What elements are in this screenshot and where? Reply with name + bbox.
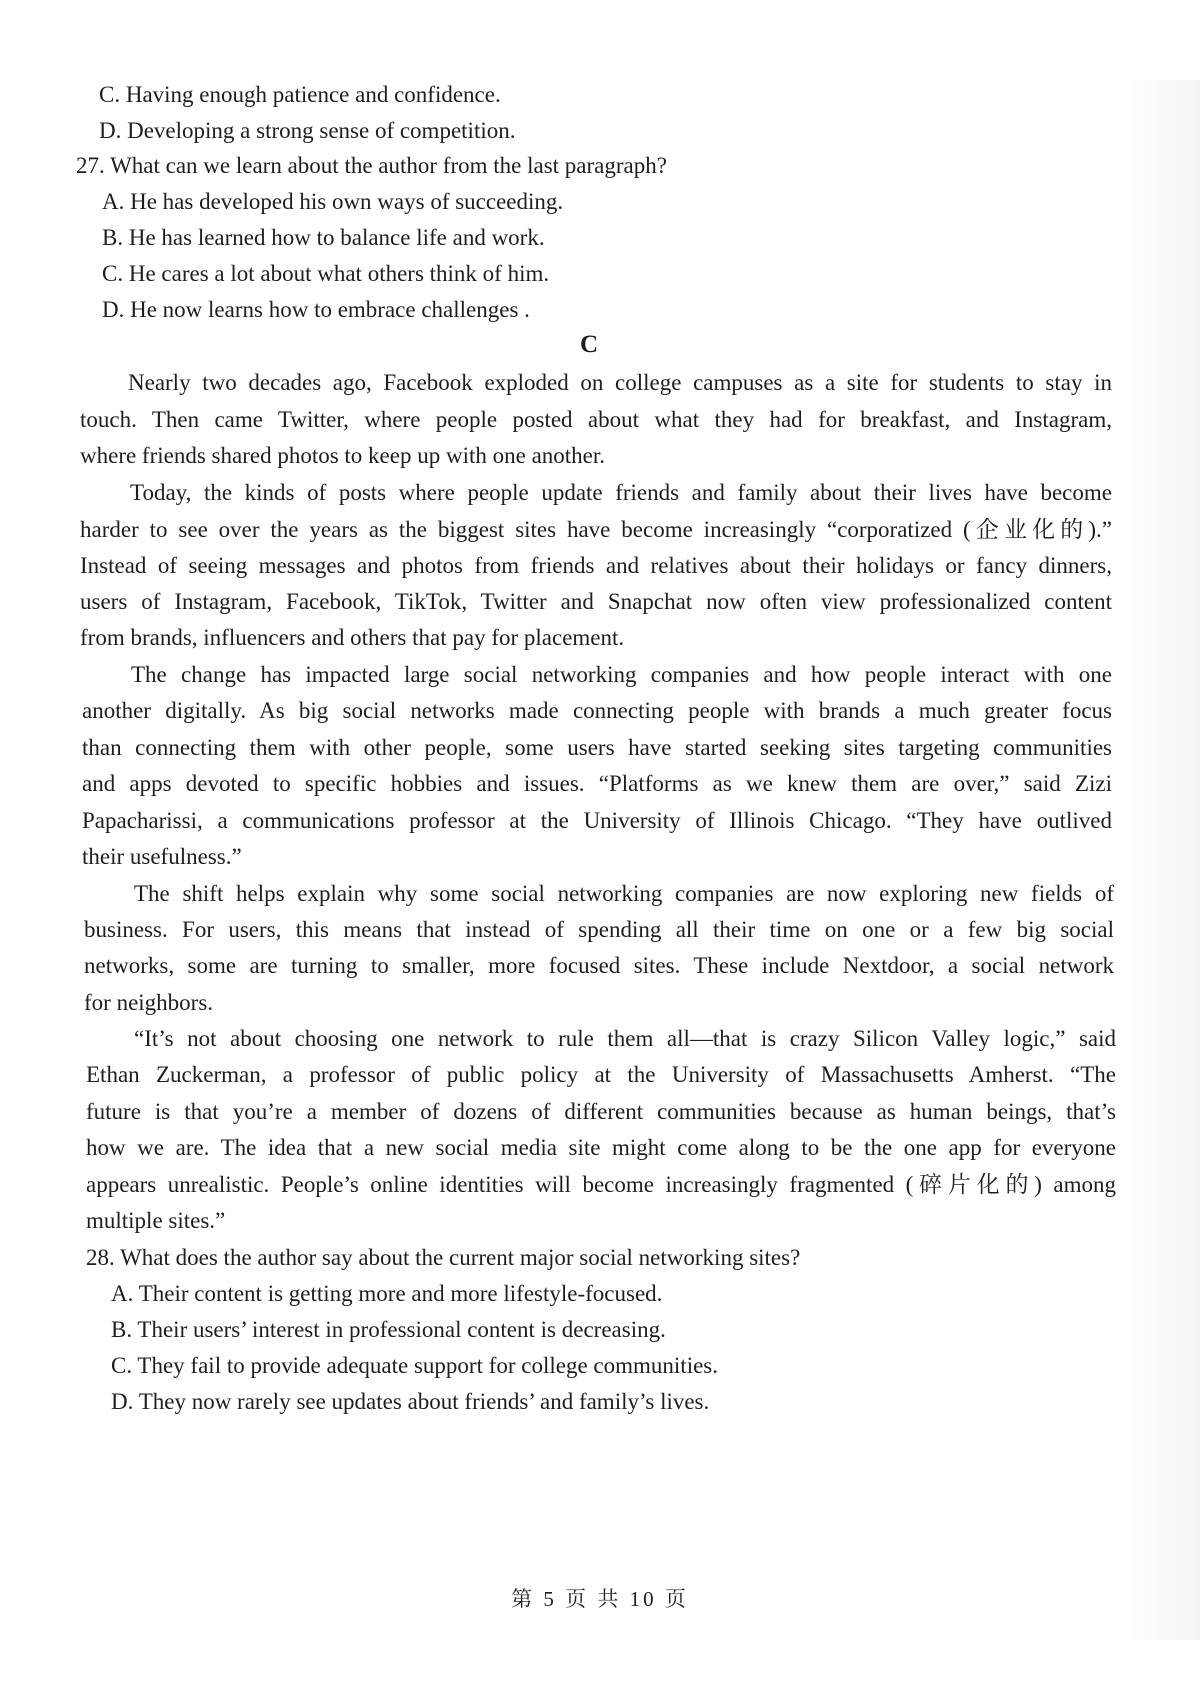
q26-option-c: C. Having enough patience and confidence. (99, 82, 501, 107)
passage-line: The shift helps explain why some social networking companies are now exploring new fields of (134, 881, 1114, 906)
passage-line: networks, some are turning to smaller, more focused sites. These include Nextdoor, a social network (84, 953, 1114, 978)
passage-line: harder to see over the years as the biggest sites have become increasingly “corporatized (企业化的).” (80, 517, 1112, 542)
q26-option-d: D. Developing a strong sense of competition. (99, 118, 516, 143)
q27-option-a: A. He has developed his own ways of succeeding. (102, 189, 564, 214)
passage-line: and apps devoted to specific hobbies and issues. “Platforms as we knew them are over,” said Zizi (82, 771, 1112, 796)
scan-shade (1130, 80, 1200, 1640)
q27-option-c: C. He cares a lot about what others think of him. (102, 261, 550, 286)
passage-line: how we are. The idea that a new social media site might come along to be the one app for everyone (86, 1135, 1116, 1160)
section-heading: C (580, 331, 599, 358)
passage-line: Papacharissi, a communications professor at the University of Illinois Chicago. “They have outlived (82, 808, 1112, 833)
passage-line: Ethan Zuckerman, a professor of public policy at the University of Massachusetts Amherst. “The (86, 1062, 1116, 1087)
q28-stem: 28. What does the author say about the current major social networking sites? (86, 1245, 801, 1270)
passage-line: where friends shared photos to keep up with one another. (80, 443, 606, 468)
passage-line: business. For users, this means that instead of spending all their time on one or a few big social (84, 917, 1114, 942)
passage-line: The change has impacted large social networking companies and how people interact with one (131, 662, 1112, 687)
passage-line: than connecting them with other people, some users have started seeking sites targeting communities (82, 735, 1112, 760)
q28-option-c: C. They fail to provide adequate support for college communities. (111, 1353, 718, 1378)
passage-line: from brands, influencers and others that pay for placement. (80, 625, 625, 650)
q28-option-d: D. They now rarely see updates about friends’ and family’s lives. (111, 1389, 710, 1414)
q27-stem: 27. What can we learn about the author from the last paragraph? (76, 153, 667, 178)
passage-line: future is that you’re a member of dozens of different communities because as human beings, that’s (86, 1099, 1116, 1124)
passage-line: touch. Then came Twitter, where people posted about what they had for breakfast, and Instagram, (80, 407, 1112, 432)
passage-line: “It’s not about choosing one network to rule them all—that is crazy Silicon Valley logic,” said (134, 1026, 1116, 1051)
q27-option-b: B. He has learned how to balance life and work. (102, 225, 545, 250)
passage-line: users of Instagram, Facebook, TikTok, Twitter and Snapchat now often view professionalized content (80, 589, 1112, 614)
passage-line: appears unrealistic. People’s online identities will become increasingly fragmented (碎片化的) among (86, 1172, 1116, 1197)
q28-option-a: A. Their content is getting more and more lifestyle-focused. (111, 1281, 663, 1306)
q27-option-d: D. He now learns how to embrace challenges . (102, 297, 530, 322)
passage-line: Instead of seeing messages and photos from friends and relatives about their holidays or fancy dinners, (80, 553, 1112, 578)
passage-line: Today, the kinds of posts where people update friends and family about their lives have become (130, 480, 1112, 505)
q28-option-b: B. Their users’ interest in professional content is decreasing. (111, 1317, 666, 1342)
page-footer: 第 5 页 共 10 页 (511, 1587, 689, 1611)
passage-line: for neighbors. (84, 990, 214, 1015)
passage-line: multiple sites.” (86, 1208, 226, 1233)
passage-line: another digitally. As big social networks made connecting people with brands a much greater focus (82, 698, 1112, 723)
passage-line: their usefulness.” (82, 844, 242, 869)
passage-line: Nearly two decades ago, Facebook exploded on college campuses as a site for students to stay in (128, 370, 1112, 395)
